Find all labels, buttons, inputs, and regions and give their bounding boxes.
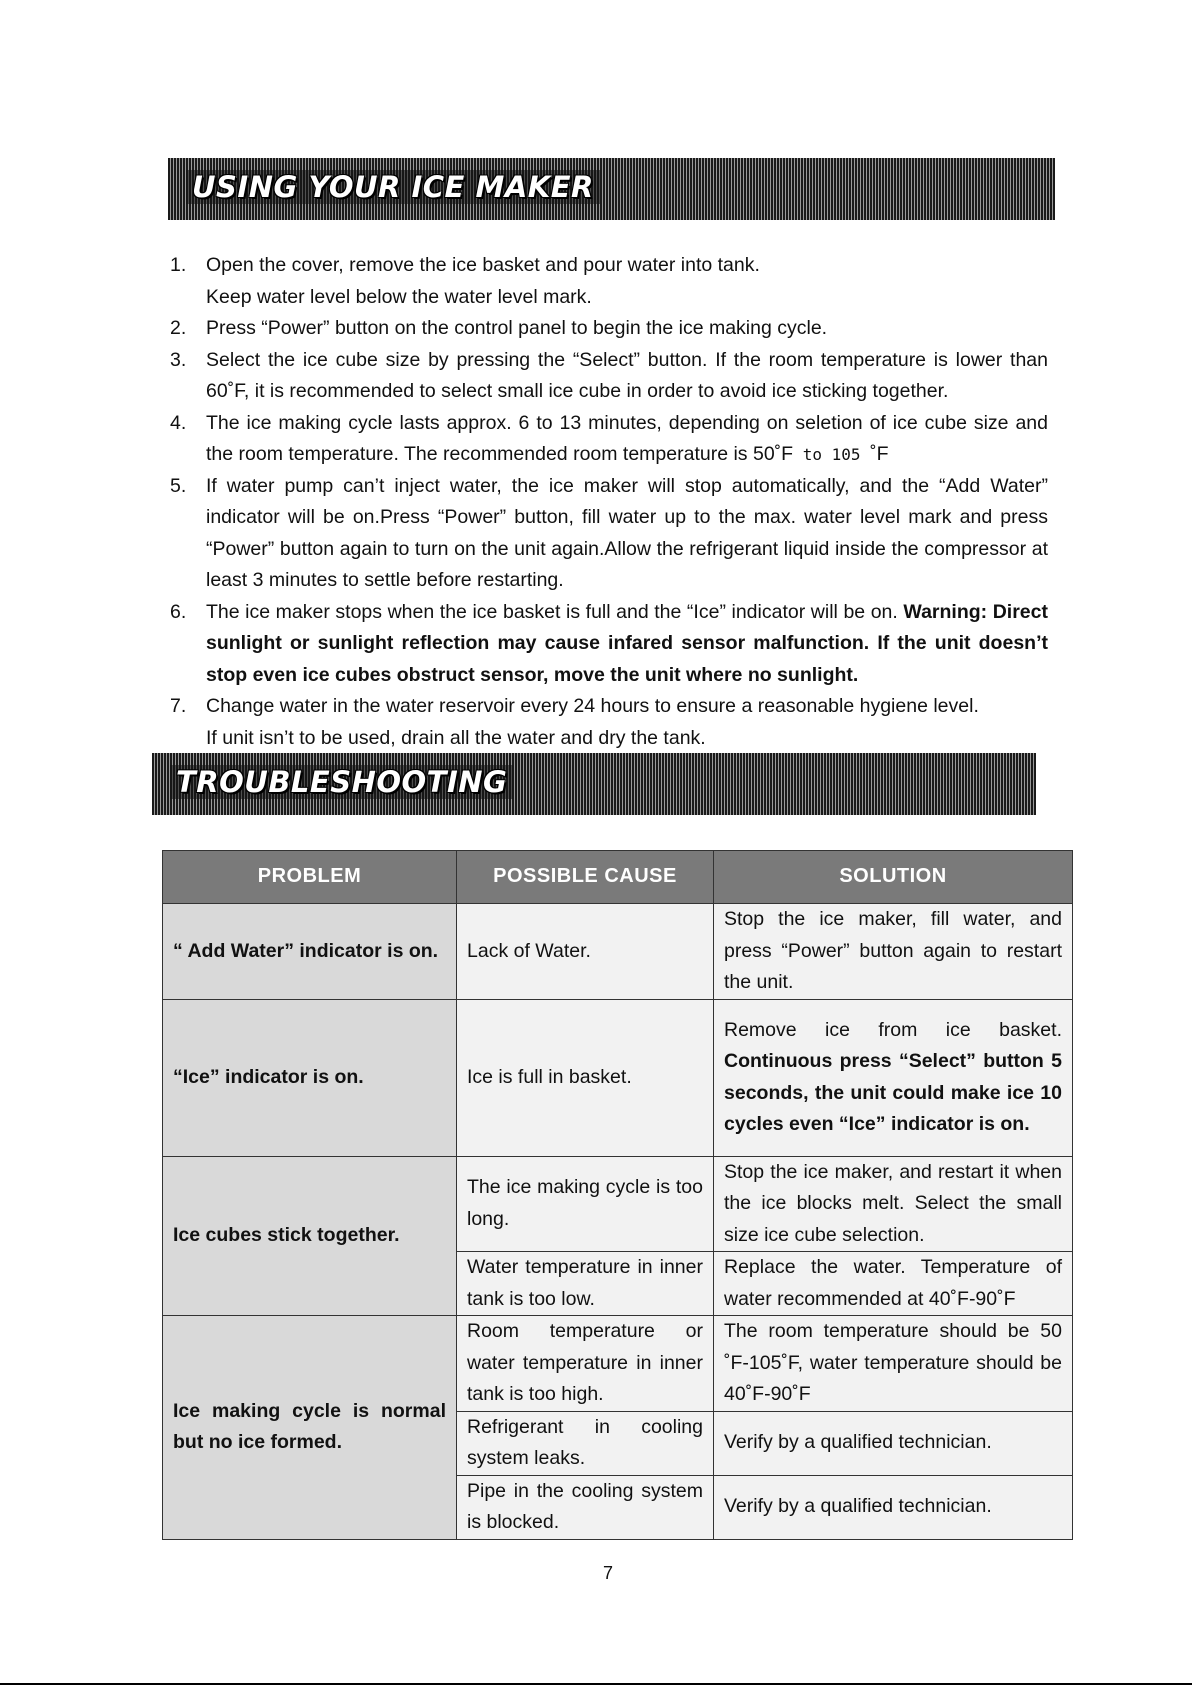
page-number: 7 [602,1563,613,1583]
section-banner-using [168,158,1055,220]
problem-cell: “ Add Water” indicator is on. [163,904,457,1000]
problem-cell: “Ice” indicator is on. [163,999,457,1156]
solution-cell: Stop the ice maker, and restart it when the ice blocks melt. Select the small size ice cube selection. [714,1156,1073,1252]
header-solution: SOLUTION [714,851,1073,904]
problem-cell: Ice making cycle is normal but no ice formed. [163,1316,457,1540]
instruction-item: 3. Select the ice cube size by pressing the “Select” button. If the room temperature is lower than 60˚F, it is recommended to select small ice cube in order to avoid ice sticking together. [170,348,1048,402]
section-banner-troubleshooting [152,753,1036,815]
cause-cell: The ice making cycle is too long. [457,1156,714,1252]
solution-cell: Verify by a qualified technician. [714,1475,1073,1539]
instruction-list [168,250,1048,754]
solution-cell: Replace the water. Temperature of water recommended at 40˚F-90˚F [714,1252,1073,1316]
warning-text: Warning: Direct sunlight or sunlight reflection may cause infared sensor malfunction. If the unit doesn’t stop even ice cubes obstruct sensor, move the unit where no sunlight. [206,600,1048,686]
cause-cell: Ice is full in basket. [457,999,714,1156]
cause-cell: Lack of Water. [457,904,714,1000]
instruction-item: 5. If water pump can’t inject water, the ice maker will stop automatically, and the “Add Water” indicator will be on.Press “Power” button, fill water up to the max. water level mark and press “Power” button again to turn on the unit again.Allow the refrigerant liquid inside the compressor at least 3 minutes to settle before restarting. [170,474,1048,591]
section-title-troubleshooting: TROUBLESHOOTING [170,765,513,799]
table-header-row [163,851,1073,904]
solution-cell: Stop the ice maker, fill water, and press “Power” button again to restart the unit. [714,904,1073,1000]
table-row [163,1316,1073,1412]
solution-cell: Remove ice from ice basket. Continuous press “Select” button 5 seconds, the unit could make ice 10 cycles even “Ice” indicator is on. [714,999,1073,1156]
header-possible-cause: POSSIBLE CAUSE [457,851,714,904]
instruction-item: 6. The ice maker stops when the ice basket is full and the “Ice” indicator will be on. Warning: Direct sunlight or sunlight reflection may cause infared sensor malfunction. If the unit doesn’t stop even ice cubes obstruct sensor, move the unit where no sunlight. [170,600,1048,686]
instruction-item: 4. The ice making cycle lasts approx. 6 to 13 minutes, depending on seletion of ice cube size and the room temperature. The recommended room temperature is 50˚F to 105 ˚F [170,411,1048,465]
table-row [163,1156,1073,1252]
instruction-item: 2. Press “Power” button on the control panel to begin the ice making cycle. [170,317,828,339]
instruction-item: 7. Change water in the water reservoir every 24 hours to ensure a reasonable hygiene level. If unit isn’t to be used, drain all the water and dry the tank. [170,695,979,749]
cause-cell: Room temperature or water temperature in inner tank is too high. [457,1316,714,1412]
section-title-using: USING YOUR ICE MAKER [186,170,600,204]
instruction-item: 1. Open the cover, remove the ice basket and pour water into tank. Keep water level below the water level mark. [170,254,760,308]
cause-cell: Water temperature in inner tank is too low. [457,1252,714,1316]
cause-cell: Pipe in the cooling system is blocked. [457,1475,714,1539]
cause-cell: Refrigerant in cooling system leaks. [457,1411,714,1475]
problem-cell: Ice cubes stick together. [163,1156,457,1316]
header-problem: PROBLEM [163,851,457,904]
table-row [163,904,1073,1000]
troubleshooting-table [162,850,1073,1540]
solution-cell: Verify by a qualified technician. [714,1411,1073,1475]
table-row [163,999,1073,1156]
solution-cell: The room temperature should be 50 ˚F-105˚F, water temperature should be 40˚F-90˚F [714,1316,1073,1412]
